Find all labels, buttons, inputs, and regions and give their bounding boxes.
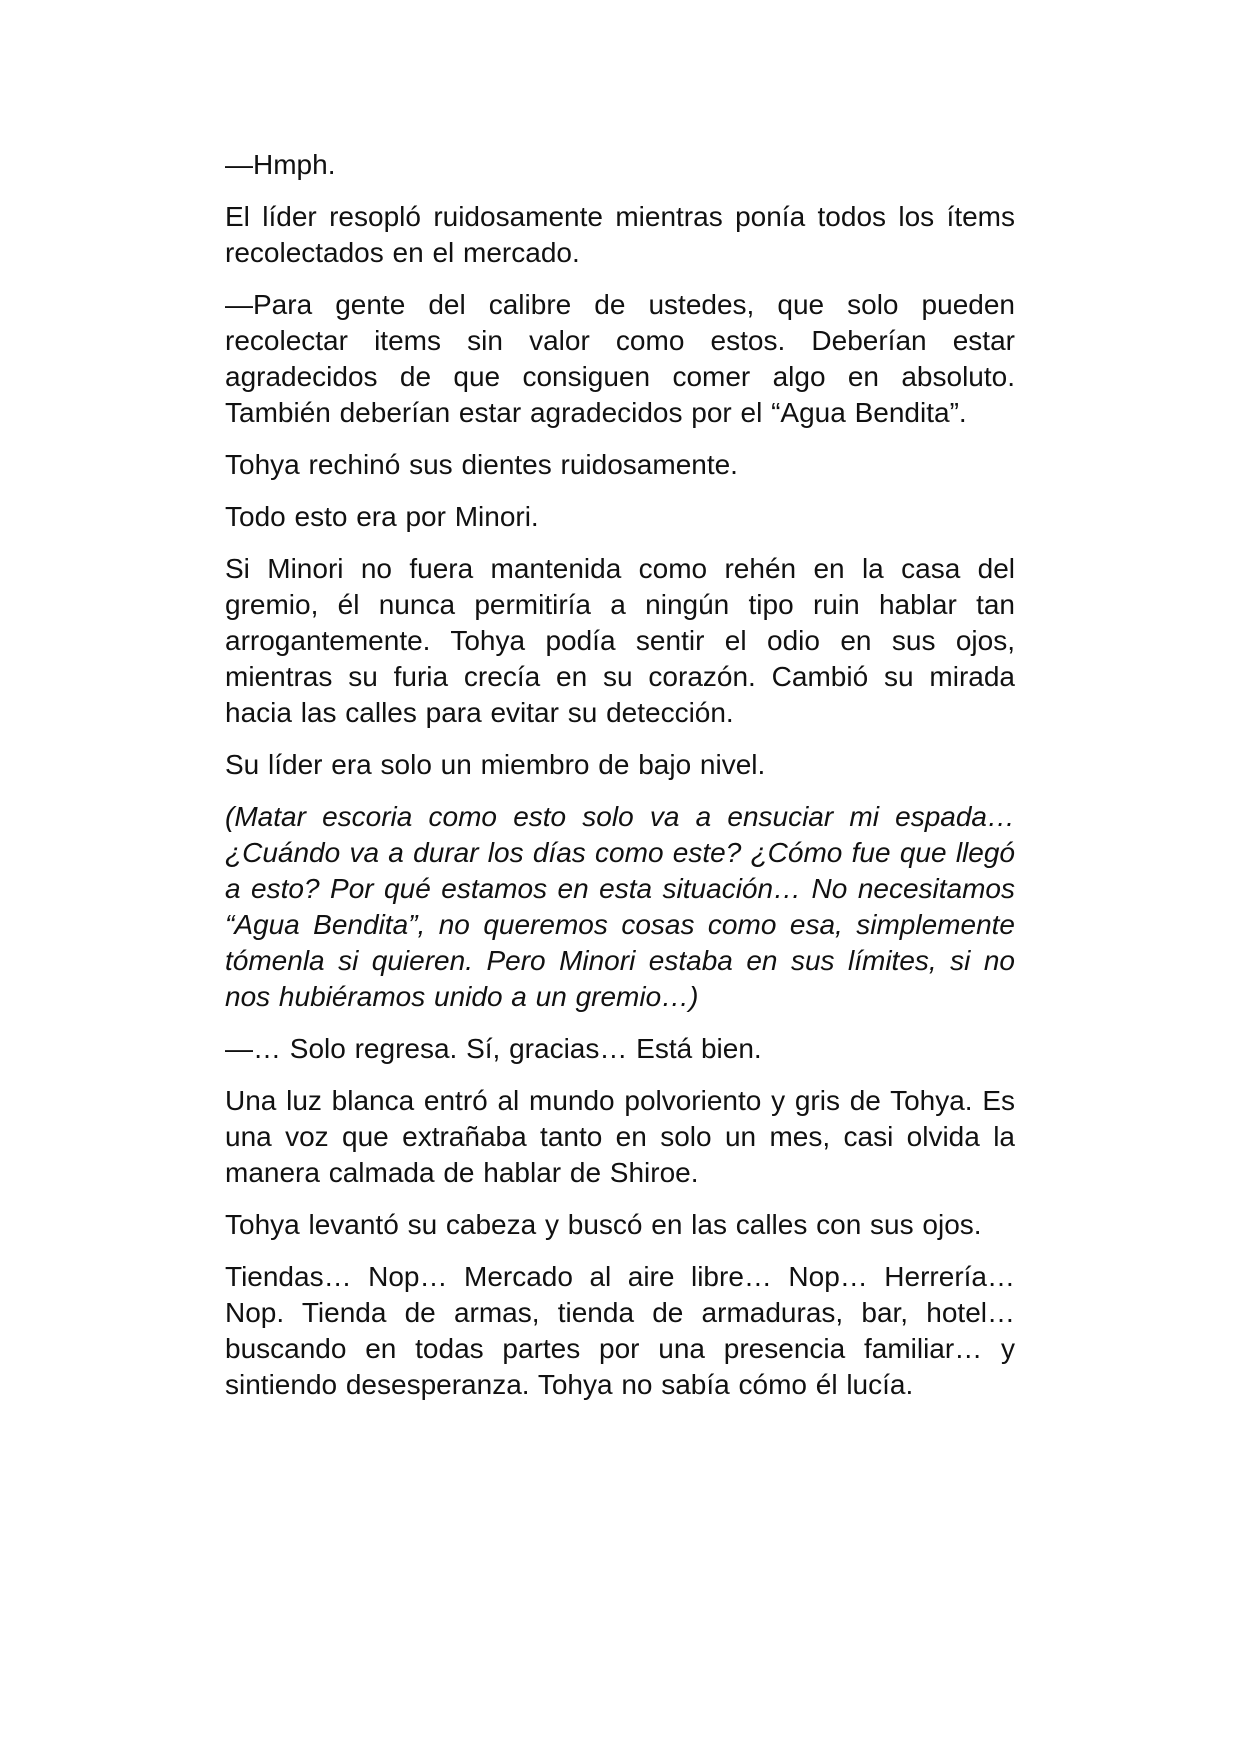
paragraph-1: —Hmph. (225, 149, 336, 180)
paragraph-6: Si Minori no fuera mantenida como rehén en la casa del gremio, él nunca permitiría a ningún tipo ruin hablar tan arrogantemente. Tohya podía sentir el odio en sus ojos, mientras su furia crecía en su corazón. Cambió su mirada hacia las calles para evitar su detección. (225, 553, 1015, 728)
paragraph-8-thought: (Matar escoria como esto solo va a ensuciar mi espada… ¿Cuándo va a durar los días como este? ¿Cómo fue que llegó a esto? Por qué estamos en esta situación… No necesitamos “Agua Bendita”, no queremos cosas como esa, simplemente tómenla si quieren. Pero Minori estaba en sus límites, si no nos hubiéramos unido a un gremio…) (225, 801, 1015, 1012)
document-page (225, 147, 1015, 1419)
paragraph-10: Una luz blanca entró al mundo polvoriento y gris de Tohya. Es una voz que extrañaba tanto en solo un mes, casi olvida la manera calmada de hablar de Shiroe. (225, 1085, 1015, 1188)
paragraph-9: —… Solo regresa. Sí, gracias… Está bien. (225, 1033, 762, 1064)
paragraph-5: Todo esto era por Minori. (225, 501, 539, 532)
paragraph-3: —Para gente del calibre de ustedes, que solo pueden recolectar items sin valor como estos. Deberían estar agradecidos de que consiguen comer algo en absoluto. También deberían estar agradecidos por el “Agua Bendita”. (225, 289, 1015, 428)
paragraph-7: Su líder era solo un miembro de bajo nivel. (225, 749, 766, 780)
paragraph-12: Tiendas… Nop… Mercado al aire libre… Nop… Herrería… Nop. Tienda de armas, tienda de armaduras, bar, hotel… buscando en todas partes por una presencia familiar… y sintiendo desesperanza. Tohya no sabía cómo él lucía. (225, 1261, 1015, 1400)
paragraph-11: Tohya levantó su cabeza y buscó en las calles con sus ojos. (225, 1209, 982, 1240)
paragraph-4: Tohya rechinó sus dientes ruidosamente. (225, 449, 738, 480)
paragraph-2: El líder resopló ruidosamente mientras ponía todos los ítems recolectados en el mercado. (225, 201, 1015, 268)
